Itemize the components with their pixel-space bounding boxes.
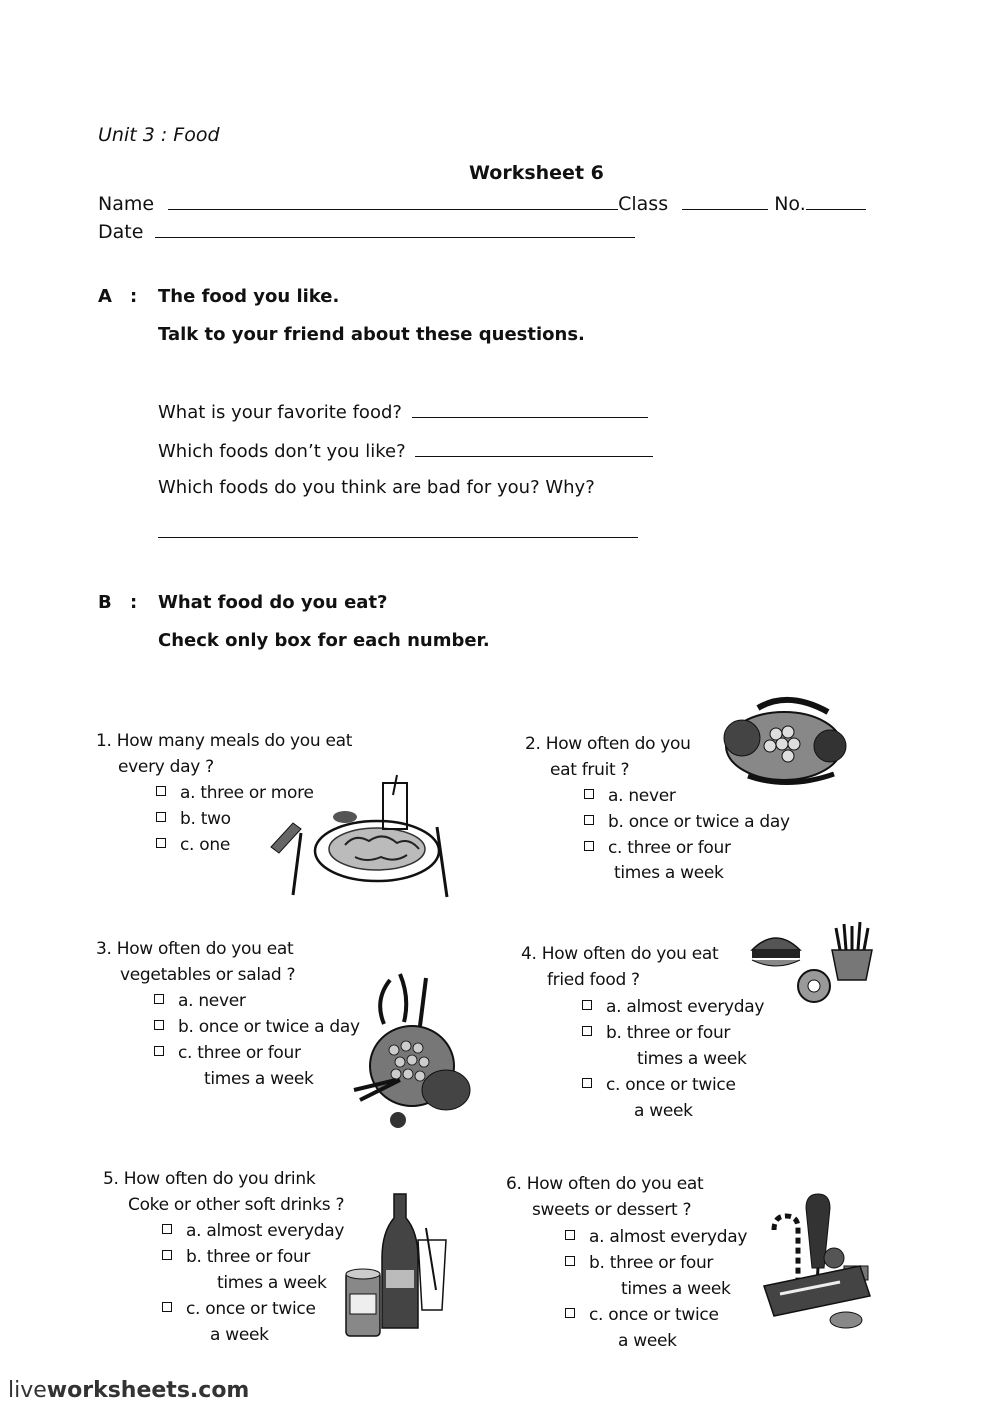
item-3-option-a[interactable]: a. never bbox=[154, 991, 246, 1011]
section-a-colon: : bbox=[130, 286, 138, 307]
name-field[interactable] bbox=[168, 191, 618, 210]
class-label: Class bbox=[618, 193, 669, 215]
name-label: Name bbox=[98, 193, 155, 215]
item-5-option-b-continued: times a week bbox=[217, 1273, 327, 1293]
section-b-title: What food do you eat? bbox=[158, 592, 388, 613]
item-5-option-b[interactable]: b. three or four bbox=[162, 1247, 310, 1267]
vegetables-illustration bbox=[350, 970, 485, 1135]
item-4-option-c-continued: a week bbox=[634, 1101, 693, 1121]
checkbox[interactable] bbox=[565, 1230, 575, 1240]
item-5-option-c-continued: a week bbox=[210, 1325, 269, 1345]
item-4-option-c[interactable]: c. once or twice bbox=[582, 1075, 736, 1095]
section-a-letter: A bbox=[98, 286, 112, 307]
item-2-option-c-continued: times a week bbox=[614, 863, 724, 883]
item-3-question-line-1: 3. How often do you eat bbox=[96, 939, 294, 959]
item-6-option-b-continued: times a week bbox=[621, 1279, 731, 1299]
worksheet-title: Worksheet 6 bbox=[469, 162, 604, 184]
checkbox[interactable] bbox=[162, 1224, 172, 1234]
soft-drinks-illustration bbox=[342, 1190, 452, 1345]
sweets-illustration bbox=[760, 1190, 885, 1340]
checkbox[interactable] bbox=[156, 838, 166, 848]
checkbox[interactable] bbox=[582, 1078, 592, 1088]
item-3-option-c[interactable]: c. three or four bbox=[154, 1043, 301, 1063]
item-1-question-line-1: 1. How many meals do you eat bbox=[96, 731, 353, 751]
class-field[interactable] bbox=[682, 191, 768, 210]
item-3-question-line-2: vegetables or salad ? bbox=[120, 965, 296, 985]
item-5-option-c[interactable]: c. once or twice bbox=[162, 1299, 316, 1319]
meal-plate-illustration bbox=[265, 775, 460, 905]
item-6-option-c-continued: a week bbox=[618, 1331, 677, 1351]
item-4-option-b-continued: times a week bbox=[637, 1049, 747, 1069]
checkbox[interactable] bbox=[162, 1302, 172, 1312]
item-2-question-line-2: eat fruit ? bbox=[550, 760, 630, 780]
checkbox[interactable] bbox=[565, 1308, 575, 1318]
checkbox[interactable] bbox=[582, 1000, 592, 1010]
no-field[interactable] bbox=[806, 191, 866, 210]
item-4-option-a[interactable]: a. almost everyday bbox=[582, 997, 764, 1017]
fried-food-illustration bbox=[748, 920, 888, 1010]
checkbox[interactable] bbox=[156, 812, 166, 822]
answer-favorite-food[interactable] bbox=[412, 399, 648, 418]
item-6-option-a[interactable]: a. almost everyday bbox=[565, 1227, 747, 1247]
item-6-question-line-2: sweets or dessert ? bbox=[532, 1200, 692, 1220]
answer-bad-food[interactable] bbox=[158, 519, 638, 542]
section-b-letter: B bbox=[98, 592, 112, 613]
liveworksheets-logo[interactable]: liveworksheets.com bbox=[8, 1378, 250, 1403]
item-2-question-line-1: 2. How often do you bbox=[525, 734, 691, 754]
answer-dislike-food[interactable] bbox=[415, 438, 653, 457]
item-6-option-b[interactable]: b. three or four bbox=[565, 1253, 713, 1273]
fruit-bowl-illustration bbox=[718, 694, 858, 794]
item-4-question-line-2: fried food ? bbox=[547, 970, 640, 990]
item-3-option-c-continued: times a week bbox=[204, 1069, 314, 1089]
item-1-option-a[interactable]: a. three or more bbox=[156, 783, 314, 803]
checkbox[interactable] bbox=[584, 815, 594, 825]
checkbox[interactable] bbox=[584, 789, 594, 799]
item-2-option-a[interactable]: a. never bbox=[584, 786, 676, 806]
question-favorite-food bbox=[158, 399, 648, 423]
no-label: No. bbox=[774, 193, 806, 215]
item-4-question-line-1: 4. How often do you eat bbox=[521, 944, 719, 964]
item-5-option-a[interactable]: a. almost everyday bbox=[162, 1221, 344, 1241]
question-bad-food: Which foods do you think are bad for you? Why? bbox=[158, 477, 595, 498]
item-1-question-line-2: every day ? bbox=[118, 757, 214, 777]
section-b-colon: : bbox=[130, 592, 138, 613]
item-2-option-c[interactable]: c. three or four bbox=[584, 838, 731, 858]
checkbox[interactable] bbox=[154, 1020, 164, 1030]
item-2-option-b[interactable]: b. once or twice a day bbox=[584, 812, 790, 832]
question-text: Which foods don’t you like? bbox=[158, 441, 406, 462]
item-1-option-b[interactable]: b. two bbox=[156, 809, 231, 829]
item-5-question-line-1: 5. How often do you drink bbox=[103, 1169, 316, 1189]
checkbox[interactable] bbox=[156, 786, 166, 796]
date-row bbox=[98, 219, 635, 243]
checkbox[interactable] bbox=[584, 841, 594, 851]
section-a-title: The food you like. bbox=[158, 286, 340, 307]
checkbox[interactable] bbox=[154, 1046, 164, 1056]
item-6-question-line-1: 6. How often do you eat bbox=[506, 1174, 704, 1194]
question-dislike-food bbox=[158, 438, 653, 462]
item-6-option-c[interactable]: c. once or twice bbox=[565, 1305, 719, 1325]
item-1-option-c[interactable]: c. one bbox=[156, 835, 230, 855]
checkbox[interactable] bbox=[154, 994, 164, 1004]
item-5-question-line-2: Coke or other soft drinks ? bbox=[128, 1195, 345, 1215]
checkbox[interactable] bbox=[162, 1250, 172, 1260]
name-row bbox=[98, 191, 866, 215]
date-field[interactable] bbox=[155, 219, 635, 238]
item-4-option-b[interactable]: b. three or four bbox=[582, 1023, 730, 1043]
item-3-option-b[interactable]: b. once or twice a day bbox=[154, 1017, 360, 1037]
section-a-instruction: Talk to your friend about these questions. bbox=[158, 324, 585, 345]
checkbox[interactable] bbox=[565, 1256, 575, 1266]
question-text: What is your favorite food? bbox=[158, 402, 402, 423]
date-label: Date bbox=[98, 221, 144, 243]
checkbox[interactable] bbox=[582, 1026, 592, 1036]
unit-title: Unit 3 : Food bbox=[98, 124, 220, 146]
section-b-instruction: Check only box for each number. bbox=[158, 630, 490, 651]
